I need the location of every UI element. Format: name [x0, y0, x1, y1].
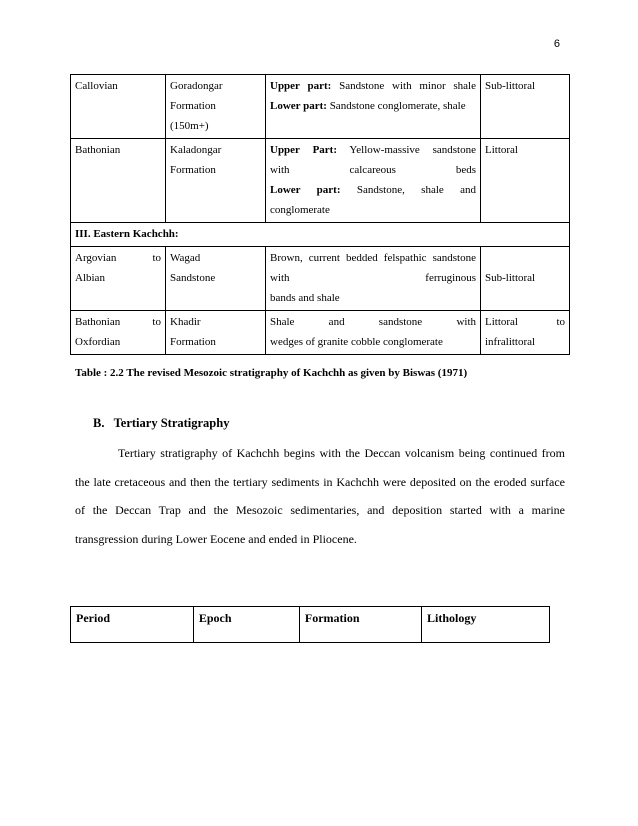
column-header-epoch: Epoch	[193, 607, 299, 643]
lithology-cell: Shale and sandstone with wedges of granite cobble conglomerate	[266, 311, 481, 355]
mesozoic-stratigraphy-table	[70, 74, 570, 355]
page-number: 6	[553, 38, 560, 50]
environment-cell: Sub-littoral	[481, 247, 570, 311]
formation-cell: Khadir Formation	[166, 311, 266, 355]
stage-cell: Bathonian	[71, 139, 166, 223]
tertiary-stratigraphy-table	[70, 606, 550, 643]
stage-cell: Bathonian to Oxfordian	[71, 311, 166, 355]
table-header-row	[71, 607, 550, 643]
lithology-cell: Upper Part: Yellow-massive sandstone with calcareous beds Lower part: Sandstone, shale and conglomerate	[266, 139, 481, 223]
table-caption: Table : 2.2 The revised Mesozoic stratigraphy of Kachchh as given by Biswas (1971)	[75, 367, 468, 379]
section-heading-cell: III. Eastern Kachchh:	[71, 223, 570, 247]
table-row	[71, 139, 570, 223]
table-row	[71, 247, 570, 311]
stage-cell: Argovian to Albian	[71, 247, 166, 311]
formation-cell: Kaladongar Formation	[166, 139, 266, 223]
stage-cell: Callovian	[71, 75, 166, 139]
column-header-period: Period	[71, 607, 194, 643]
environment-cell: Littoral	[481, 139, 570, 223]
column-header-formation: Formation	[299, 607, 421, 643]
paragraph-text: Tertiary stratigraphy of Kachchh begins with the Deccan volcanism being continued from the late cretaceous and then the tertiary sediments in Kachchh were deposited on the eroded surface of the Deccan Trap and the Mesozoic sedimentaries, and deposition started with a marine transgression during Lower Eocene and ended in Pliocene.	[75, 446, 565, 546]
table-section-row	[71, 223, 570, 247]
lithology-cell: Upper part: Sandstone with minor shale Lower part: Sandstone conglomerate, shale	[266, 75, 481, 139]
section-heading: B. Tertiary Stratigraphy	[93, 416, 230, 430]
environment-cell: Littoral to infralittoral	[481, 311, 570, 355]
table-row	[71, 311, 570, 355]
formation-cell: Wagad Sandstone	[166, 247, 266, 311]
column-header-lithology: Lithology	[422, 607, 550, 643]
environment-cell: Sub-littoral	[481, 75, 570, 139]
lithology-cell: Brown, current bedded felspathic sandstone with ferruginous bands and shale	[266, 247, 481, 311]
body-paragraph	[75, 439, 565, 553]
table-row	[71, 75, 570, 139]
formation-cell: Goradongar Formation (150m+)	[166, 75, 266, 139]
